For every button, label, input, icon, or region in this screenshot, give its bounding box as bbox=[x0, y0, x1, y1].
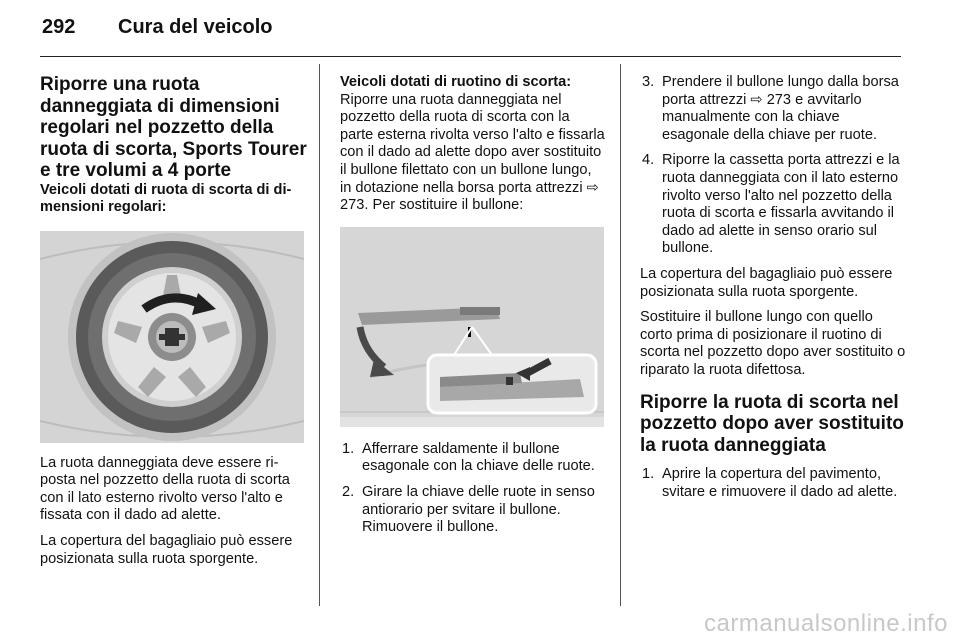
list-item bbox=[640, 74, 906, 144]
page-header bbox=[42, 16, 273, 39]
steps-list-3-4 bbox=[640, 74, 906, 258]
column-divider-2 bbox=[620, 64, 621, 606]
list-item bbox=[640, 152, 906, 258]
column-1 bbox=[40, 74, 308, 576]
section-title: Cura del veicolo bbox=[118, 16, 273, 38]
list-item bbox=[640, 466, 906, 501]
step-text: Prendere il bullone lungo dalla borsa porta attrezzi ⇨ 273 e avvitarlo manualmente con la chiave esagonale della chiave per ruote. bbox=[662, 74, 899, 143]
subheading-compact-spare: Veicoli dotati di ruotino di scorta: bbox=[340, 74, 572, 90]
paragraph-cover: La copertura del bagagliaio può essere posizionata sulla ruota sporgente. bbox=[640, 265, 893, 300]
step-number: 2. bbox=[342, 483, 355, 500]
list-item bbox=[340, 441, 606, 476]
step-text: Girare la chiave delle ruote in senso antiorario per svitare il bullone. Rimuovere il bullone. bbox=[362, 483, 595, 536]
paragraph-cover: La copertura del bagagliaio può essere posizionata sulla ruota sporgente. bbox=[40, 533, 293, 567]
step-text: Afferrare saldamente il bullone esagonale con la chiave delle ruote. bbox=[362, 440, 595, 475]
bolt-replacement-illustration bbox=[340, 227, 604, 427]
paragraph-replace-bolt: Sostituire il bullone lungo con quello corto prima di posizionare il ruotino di scorta nel pozzetto dopo aver sostituito o riparato la ruota difettosa. bbox=[640, 309, 906, 378]
step-number: 3. bbox=[642, 74, 655, 90]
step-number: 4. bbox=[642, 152, 655, 169]
header-rule bbox=[40, 56, 901, 57]
watermark: carmanualsonline.info bbox=[704, 610, 948, 637]
subheading-full-size-spare: Veicoli dotati di ruota di scorta di dimensioni regolari: bbox=[40, 181, 292, 216]
column-2 bbox=[340, 74, 606, 545]
spare-wheel-well-illustration bbox=[40, 231, 304, 443]
section-heading-store-spare: Riporre la ruota di scorta nel pozzetto dopo aver sostituito la ruota danneggiata bbox=[640, 391, 904, 456]
page-number: 292 bbox=[42, 16, 76, 38]
step-text: Aprire la copertura del pavimento, svitare e rimuovere il dado ad alette. bbox=[662, 466, 898, 500]
column-divider-1 bbox=[319, 64, 320, 606]
paragraph-intro: Riporre una ruota danneggiata nel pozzetto della ruota di scorta con la parte esterna rivolta verso l'alto e fissarla con il dado ad alette dopo aver sostituito il bullone filettato con un bullone lungo, in dotazione nella borsa porta attrezzi ⇨ 273. Per sostituire il bullone: bbox=[340, 91, 605, 214]
step-number: 1. bbox=[342, 440, 355, 457]
steps-list-1-2 bbox=[340, 441, 606, 537]
column-3 bbox=[640, 74, 906, 509]
paragraph-damaged-wheel: La ruota danneggiata deve essere riposta nel pozzetto della ruota di scorta con il lato esterno rivolto verso l'alto e fissata con il dado ad alette. bbox=[40, 454, 290, 524]
steps-list-store-spare bbox=[640, 466, 906, 501]
list-item bbox=[340, 484, 606, 537]
step-text: Riporre la cassetta porta attrezzi e la ruota danneggiata con il lato esterno rivolto verso l'alto nel pozzetto della ruota di scorta e fissarla avvitando il dado ad alette in senso orario sul bullone. bbox=[662, 152, 900, 257]
section-heading-full-size-wheel: Riporre una ruota danneggiata di dimensioni regolari nel pozzetto della ruota di scorta, Sports Tourer e tre volumi a 4 porte bbox=[40, 74, 307, 181]
step-number: 1. bbox=[642, 466, 655, 482]
